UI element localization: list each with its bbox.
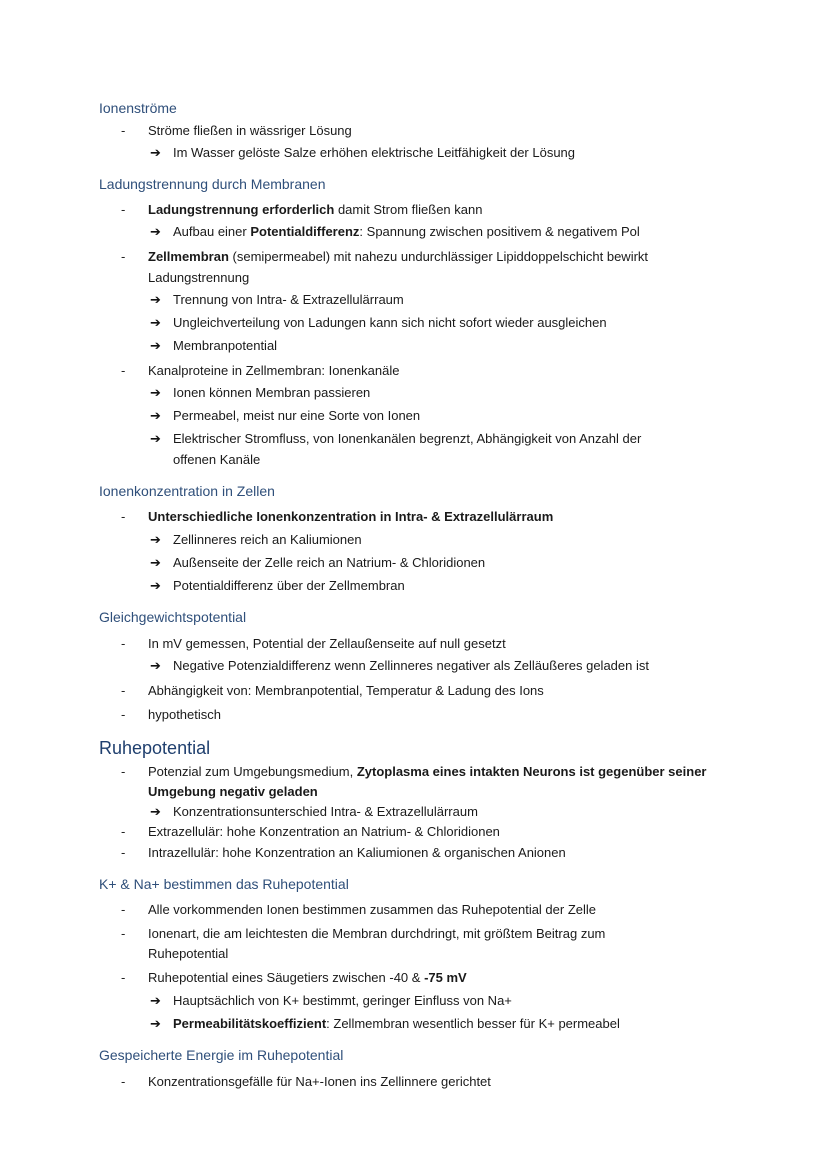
bullet-dash: -: [121, 202, 126, 217]
arrow-text: Membranpotential: [173, 338, 278, 353]
text: Potenzial zum Umgebungsmedium,: [148, 764, 357, 779]
heading-gleichgewichtspotential: Gleichgewichtspotential: [99, 609, 247, 625]
arrow-icon: ➔: [150, 658, 161, 673]
arrow-icon: ➔: [150, 431, 161, 446]
arrow-text: Potentialdifferenz über der Zellmembran: [173, 578, 405, 593]
bullet-dash: -: [121, 764, 126, 779]
arrow-icon: ➔: [150, 315, 161, 330]
bullet-text-continued: [148, 781, 318, 802]
bullet-text: Ionenart, die am leichtesten die Membran durchdringt, mit größtem Beitrag zum: [148, 926, 606, 941]
bullet-text: Abhängigkeit von: Membranpotential, Temperatur & Ladung des Ions: [148, 683, 544, 698]
arrow-icon: ➔: [150, 804, 161, 819]
heading-ionenkonzentration: Ionenkonzentration in Zellen: [99, 483, 275, 499]
bullet-dash: -: [121, 902, 126, 917]
bold-text: Zytoplasma eines intakten Neurons ist gegenüber seiner: [356, 764, 707, 779]
arrow-text: Trennung von Intra- & Extrazellulärraum: [173, 292, 404, 307]
bullet-text-continued: Ruhepotential: [148, 946, 229, 961]
text: damit Strom fließen kann: [334, 202, 483, 217]
bullet-text: Konzentrationsgefälle für Na+-Ionen ins Zellinnere gerichtet: [148, 1074, 491, 1089]
arrow-icon: ➔: [150, 532, 161, 547]
bold-text: Umgebung negativ geladen: [148, 784, 318, 799]
arrow-text: Konzentrationsunterschied Intra- & Extrazellulärraum: [173, 804, 478, 819]
bullet-dash: -: [121, 683, 126, 698]
bullet-dash: -: [121, 123, 126, 138]
bold-text: -75 mV: [424, 970, 467, 985]
bullet-dash: -: [121, 1074, 126, 1089]
bullet-dash: -: [121, 249, 126, 264]
arrow-icon: ➔: [150, 1016, 161, 1031]
bold-text: Permeabilitätskoeffizient: [173, 1016, 327, 1031]
bullet-text: hypothetisch: [148, 707, 221, 722]
bullet-dash: -: [121, 509, 126, 524]
heading-k-na-ruhepotential: K+ & Na+ bestimmen das Ruhepotential: [99, 876, 349, 892]
arrow-text: Zellinneres reich an Kaliumionen: [173, 532, 362, 547]
arrow-icon: ➔: [150, 578, 161, 593]
bullet-dash: -: [121, 824, 126, 839]
bullet-dash: -: [121, 845, 126, 860]
bullet-text: Kanalproteine in Zellmembran: Ionenkanäle: [148, 363, 400, 378]
arrow-text-continued: offenen Kanäle: [173, 452, 261, 467]
bullet-text: Alle vorkommenden Ionen bestimmen zusammen das Ruhepotential der Zelle: [148, 902, 597, 917]
bullet-dash: -: [121, 970, 126, 985]
bullet-text-continued: Ladungstrennung: [148, 270, 250, 285]
text: (semipermeabel) mit nahezu undurchlässiger Lipiddoppelschicht bewirkt: [228, 249, 649, 264]
heading-gespeicherte-energie: Gespeicherte Energie im Ruhepotential: [99, 1047, 344, 1063]
arrow-icon: ➔: [150, 224, 161, 239]
bold-text: Ladungstrennung erforderlich: [148, 202, 335, 217]
arrow-icon: ➔: [150, 145, 161, 160]
text: : Zellmembran wesentlich besser für K+ permeabel: [326, 1016, 620, 1031]
arrow-icon: ➔: [150, 408, 161, 423]
bullet-text: Extrazellulär: hohe Konzentration an Natrium- & Chloridionen: [148, 824, 500, 839]
arrow-text: Negative Potenzialdifferenz wenn Zellinneres negativer als Zelläußeres geladen ist: [173, 658, 649, 673]
bullet-text: In mV gemessen, Potential der Zellaußenseite auf null gesetzt: [148, 636, 506, 651]
bold-text: Zellmembran: [148, 249, 229, 264]
bullet-text: Ströme fließen in wässriger Lösung: [148, 123, 352, 138]
text: : Spannung zwischen positivem & negativem Pol: [359, 224, 640, 239]
text: Aufbau einer: [173, 224, 251, 239]
bold-text: Unterschiedliche Ionenkonzentration in Intra- & Extrazellulärraum: [148, 509, 554, 524]
bullet-text: [148, 506, 553, 527]
arrow-icon: ➔: [150, 292, 161, 307]
bullet-dash: -: [121, 707, 126, 722]
arrow-text: Elektrischer Stromfluss, von Ionenkanälen begrenzt, Abhängigkeit von Anzahl der: [173, 431, 642, 446]
arrow-icon: ➔: [150, 993, 161, 1008]
arrow-text: Ungleichverteilung von Ladungen kann sich nicht sofort wieder ausgleichen: [173, 315, 607, 330]
arrow-text: Ionen können Membran passieren: [173, 385, 371, 400]
bold-text: Potentialdifferenz: [250, 224, 360, 239]
bullet-text: Intrazellulär: hohe Konzentration an Kaliumionen & organischen Anionen: [148, 845, 566, 860]
bullet-text: [148, 761, 706, 782]
bullet-dash: -: [121, 926, 126, 941]
bullet-dash: -: [121, 636, 126, 651]
text: Ruhepotential eines Säugetiers zwischen -40 &: [148, 970, 425, 985]
arrow-text: Außenseite der Zelle reich an Natrium- & Chloridionen: [173, 555, 486, 570]
arrow-text: [173, 1013, 620, 1034]
heading-ionenstroeme: Ionenströme: [99, 100, 177, 116]
arrow-text: [173, 221, 640, 242]
arrow-icon: ➔: [150, 338, 161, 353]
arrow-text: Hauptsächlich von K+ bestimmt, geringer Einfluss von Na+: [173, 993, 512, 1008]
arrow-text: Permeabel, meist nur eine Sorte von Ionen: [173, 408, 421, 423]
bullet-dash: -: [121, 363, 126, 378]
arrow-icon: ➔: [150, 385, 161, 400]
bullet-text: [148, 967, 467, 988]
heading-ladungstrennung: Ladungstrennung durch Membranen: [99, 176, 326, 192]
arrow-text: Im Wasser gelöste Salze erhöhen elektrische Leitfähigkeit der Lösung: [173, 145, 576, 160]
heading-ruhepotential: Ruhepotential: [99, 738, 211, 758]
bullet-text: [148, 246, 648, 267]
bullet-text: [148, 199, 482, 220]
arrow-icon: ➔: [150, 555, 161, 570]
